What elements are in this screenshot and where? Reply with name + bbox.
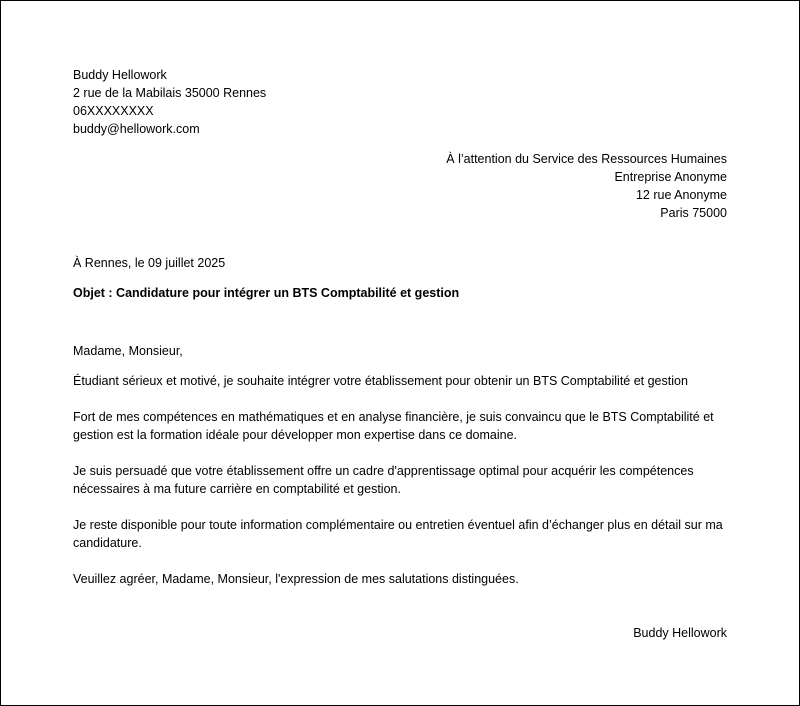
letter-closing: Veuillez agréer, Madame, Monsieur, l'expression de mes salutations distinguées. (73, 572, 519, 586)
recipient-city: Paris 75000 (660, 206, 727, 220)
letter-signature: Buddy Hellowork (633, 626, 727, 640)
sender-phone: 06XXXXXXXX (73, 104, 154, 118)
recipient-street: 12 rue Anonyme (635, 188, 727, 202)
recipient-company: Entreprise Anonyme (614, 170, 727, 184)
sender-email: buddy@hellowork.com (73, 122, 200, 136)
sender-name: Buddy Hellowork (73, 68, 167, 82)
letter-date: À Rennes, le 09 juillet 2025 (73, 256, 226, 270)
body-paragraph-2: Fort de mes compétences en mathématiques et en analyse financière, je suis convaincu que le BTS Comptabilité et gestion est la formation idéale pour développer mon expertise dans ce domaine. (73, 410, 714, 442)
sender-address: 2 rue de la Mabilais 35000 Rennes (73, 86, 267, 100)
body-paragraph-1: Étudiant sérieux et motivé, je souhaite intégrer votre établissement pour obtenir un BTS Comptabilité et gestion (73, 374, 688, 388)
body-paragraph-4: Je reste disponible pour toute information complémentaire ou entretien éventuel afin d’échanger plus en détail sur ma candidature. (73, 518, 723, 550)
sender-block (73, 66, 266, 138)
body-paragraph-3: Je suis persuadé que votre établissement offre un cadre d'apprentissage optimal pour acquérir les compétences nécessaires à ma future carrière en comptabilité et gestion. (73, 464, 694, 496)
recipient-block (446, 150, 727, 222)
letter-subject: Objet : Candidature pour intégrer un BTS Comptabilité et gestion (73, 286, 460, 300)
recipient-attention: À l’attention du Service des Ressources Humaines (446, 152, 727, 166)
letter-salutation: Madame, Monsieur, (73, 344, 183, 358)
